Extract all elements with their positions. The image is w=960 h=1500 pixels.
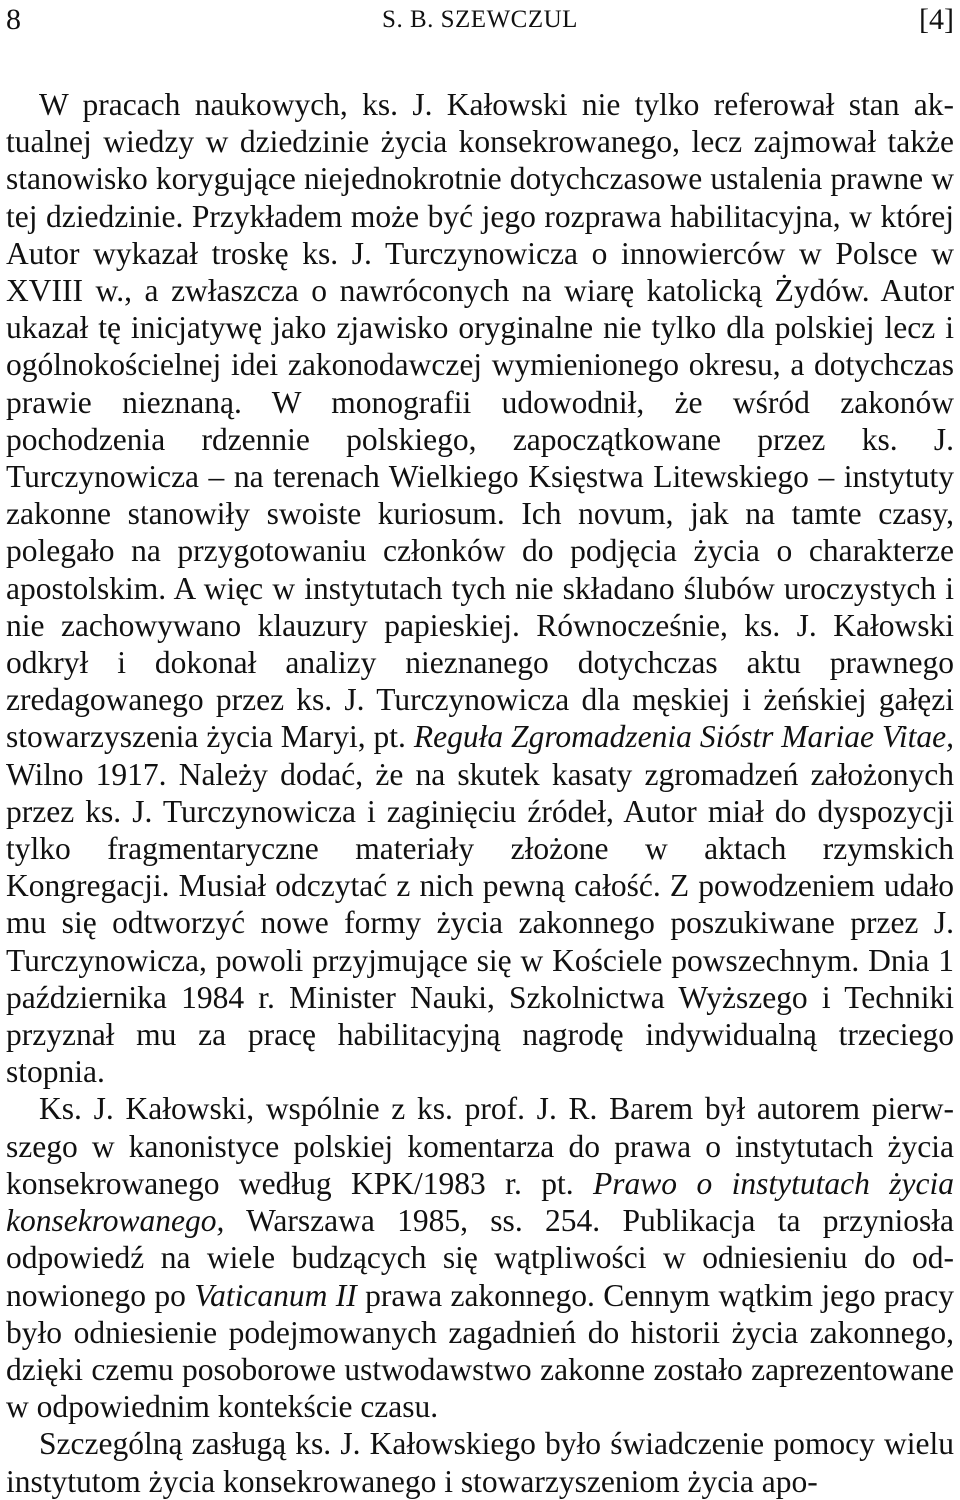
paragraph-text: Ks. J. Kałowski, wspólnie z ks. prof. J. R. Barem był autorem pierwszego w kanonistyce polskiej komentarza do prawa o instytutach życia konsekrowanego według KPK/1983 r. pt. <box>6 1091 954 1201</box>
paragraph-3 <box>6 1425 954 1499</box>
page-number: 8 <box>6 3 21 36</box>
paragraph-text: prawa zakonnego. Cennym wątkim jego pracy było odniesienie podejmowanych zagadnień do historii życia zakonnego, dzięki czemu posoborowe ustwodawstwo zakonne zostało zaprezentowane w odpowiednim kontekście czasu. <box>6 1277 955 1425</box>
paragraph-text: Warszawa 1985, ss. 254. Publikacja ta przyniosła odpowiedź na wiele budzących się wątpliwości w odniesieniu do odnowionego po <box>6 1203 954 1313</box>
paragraph-1 <box>6 86 954 1090</box>
running-head: S. B. SZEWCZUL <box>382 6 578 33</box>
paragraph-text: Szczególną zasługą ks. J. Kałowskiego było świadczenie pomocy wielu instytutom życia konsekrowanego i stowarzyszeniom życia apo- <box>6 1426 954 1499</box>
italic-title-text: Prawo o instytutach życia konsekrowanego, <box>6 1165 954 1239</box>
paragraph-text: Wilno 1917. Należy dodać, że na skutek kasaty zgromadzeń założonych przez ks. J. Turczynowicza i zaginięciu źródeł, Autor miał do dyspozycji tylko fragmentaryczne materiały złożone w aktach rzymskich Kongregacji. Musiał odczytać z nich pewną całość. Z powodzeniem udało mu się odtworzyć nowe formy życia zakonnego poszukiwane przez J. Turczynowicza, powoli przyjmujące się w Kościele powszechnym. Dnia 1 października 1984 r. Minister Nauki, Szkolnictwa Wyższego i Techniki przyznał mu za pracę habilitacyjną nagrodę indywidualną trzeciego stopnia. <box>6 756 954 1090</box>
section-number: [4] <box>919 3 954 36</box>
italic-title-text: Vaticanum II <box>194 1277 357 1313</box>
paragraph-2 <box>6 1090 954 1425</box>
paragraph-text: W pracach naukowych, ks. J. Kałowski nie tylko referował stan aktualnej wiedzy w dziedzinie życia konsekrowanego, lecz zajmował także stanowisko korygujące niejednokrotnie dotychczasowe ustalenia prawne w tej dziedzinie. Przykładem może być jego rozprawa habilitacyjna, w której Autor wykazał troskę ks. J. Turczynowicza o innowierców w Polsce w XVIII w., a zwłaszcza o nawróconych na wiarę katolicką Żydów. Autor ukazał tę inicjatywę jako zjawisko oryginalne nie tylko dla polskiej lecz i ogólnokościelnej idei zakonodawczej wymienionego okresu, a dotychczas prawie nieznaną. W monografii udowodnił, że wśród zakonów pochodzenia rdzennie polskiego, zapoczątkowane przez ks. J. Turczynowicza – na terenach Wielkiego Księstwa Litewskiego – instytuty zakonne stanowiły swoiste kuriosum. Ich novum, jak na tamte czasy, polegało na przygotowaniu członków do podjęcia życia o charakterze apostolskim. A więc w instytutach tych nie składano ślubów uroczystych i nie zachowywano klauzury papieskiej. Równocześnie, ks. J. Kałowski odkrył i dokonał analizy nieznanego dotychczas aktu prawnego zredagowanego przez ks. J. Turczynowicza dla męskiej i żeńskiej gałęzi stowarzyszenia życia Maryi, pt. <box>6 87 954 755</box>
body-text <box>6 86 954 1500</box>
italic-title-text: Reguła Zgromadzenia Sióstr Mariae Vitae, <box>413 719 954 755</box>
page-header <box>6 0 954 40</box>
